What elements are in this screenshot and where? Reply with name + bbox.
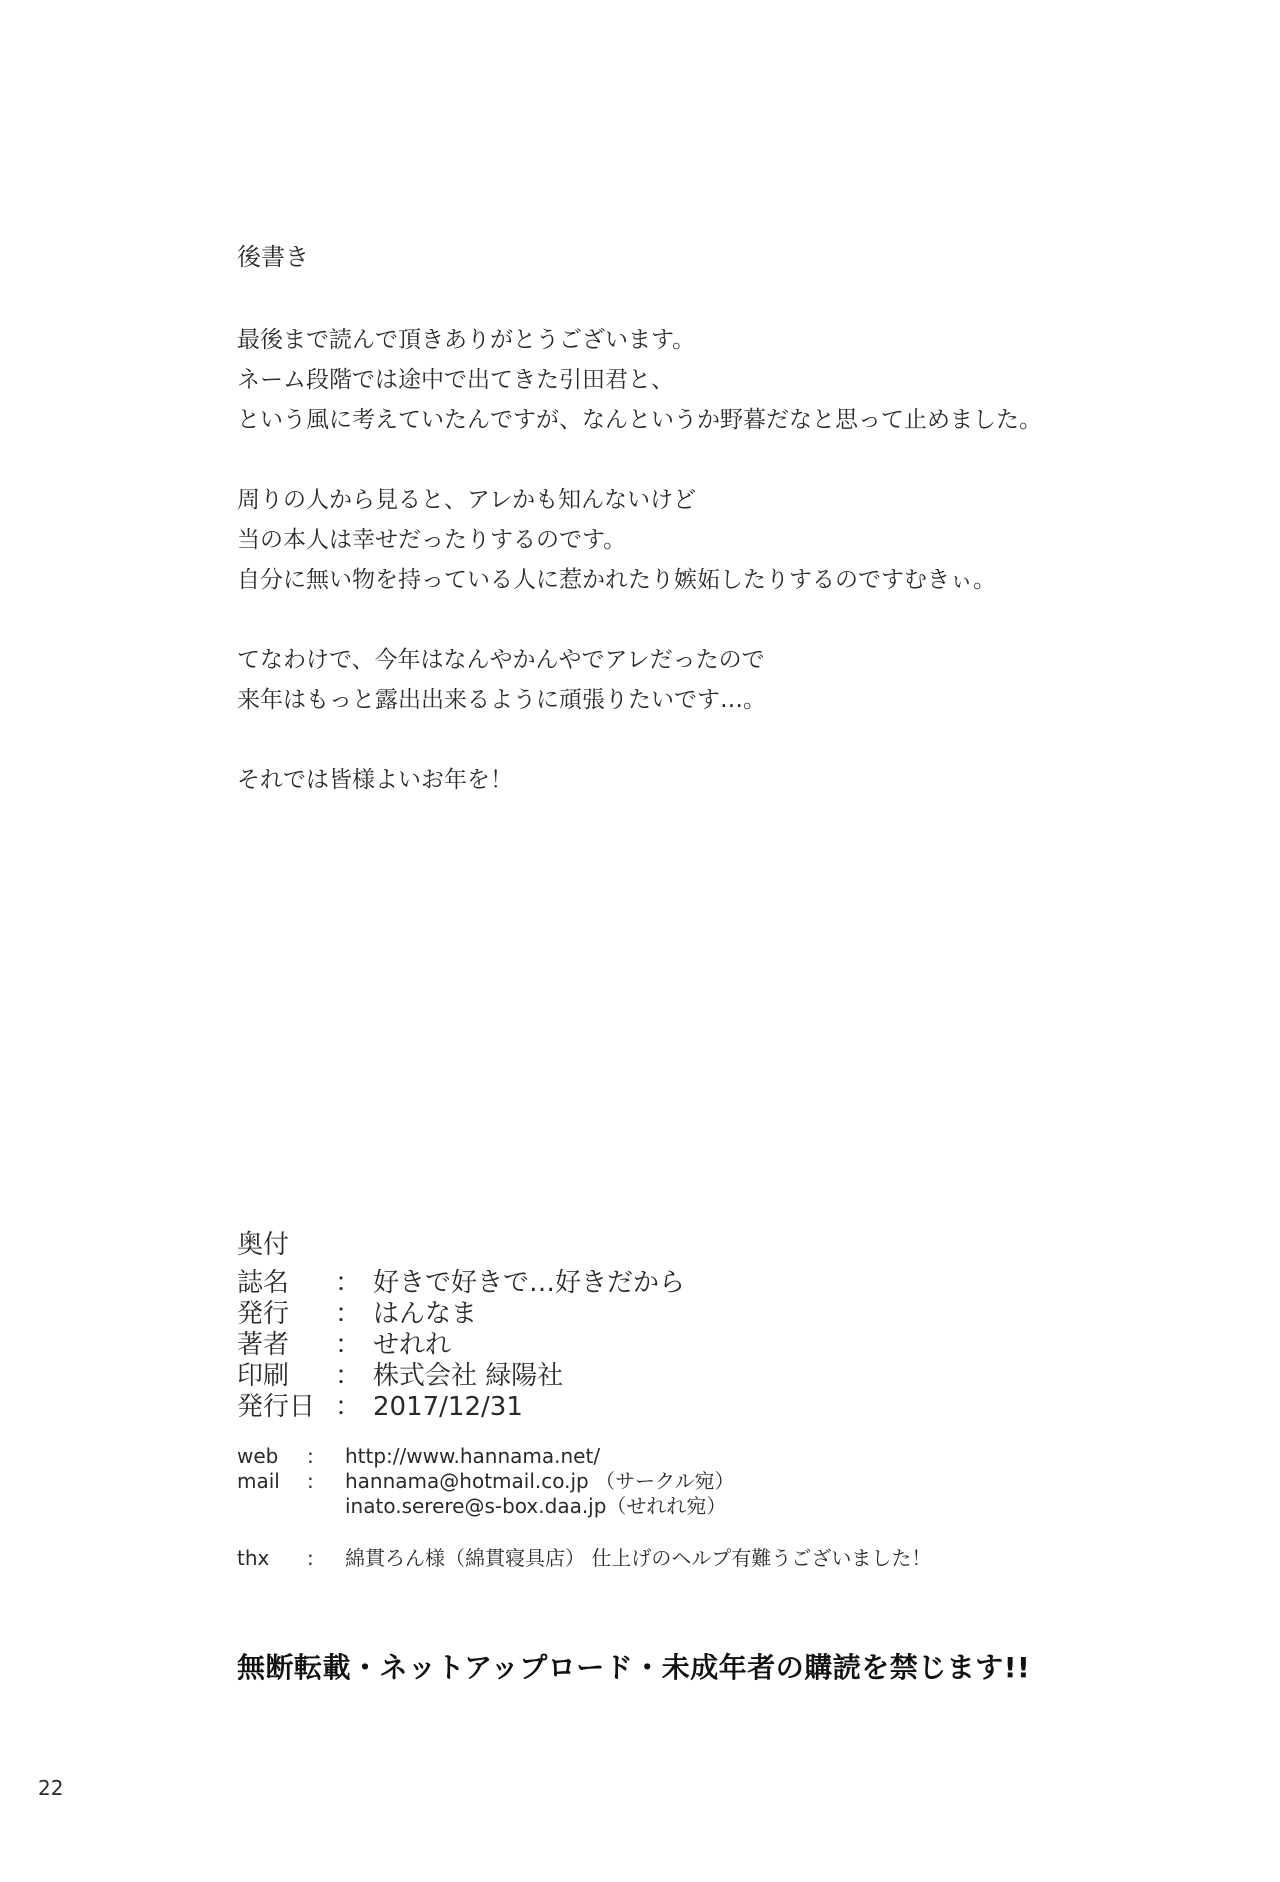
colophon-value: せれれ (373, 1330, 452, 1360)
page-number: 22 (38, 1776, 64, 1800)
afterword-line: という風に考えていたんですが、なんというか野暮だなと思って止めました。 (237, 407, 1042, 433)
afterword-section (237, 242, 1137, 793)
colophon-separator: ： (335, 1299, 362, 1329)
colophon-key: 印刷 (237, 1361, 290, 1391)
colophon-separator: ： (335, 1361, 362, 1391)
thanks-block (237, 1546, 945, 1571)
colophon-value: 株式会社 緑陽社 (373, 1361, 564, 1391)
colophon-heading: 奥付 (237, 1230, 290, 1260)
contact-separator: : (307, 1444, 314, 1468)
contact-row-web (237, 1444, 945, 1469)
afterword-line: それでは皆様よいお年を！ (237, 767, 513, 793)
contact-row-mail-2 (237, 1494, 945, 1519)
contact-separator: : (307, 1469, 314, 1493)
afterword-paragraph-3 (237, 640, 766, 720)
afterword-line: 周りの人から見ると、アレかも知んないけど (237, 487, 697, 513)
contact-block (237, 1444, 945, 1519)
afterword-line: ネーム段階では途中で出てきた引田君と、 (237, 367, 674, 393)
afterword-line: てなわけで、今年はなんやかんやでアレだったので (237, 647, 765, 673)
afterword-line: 来年はもっと露出出来るように頑張りたいです…。 (237, 687, 766, 713)
afterword-paragraph-2 (237, 480, 996, 600)
thanks-row (237, 1546, 945, 1571)
mail-link-author[interactable]: inato.serere@s-box.daa.jp（せれれ宛） (345, 1494, 727, 1518)
colophon-key: 発行日 (237, 1392, 316, 1422)
afterword-line: 最後まで読んで頂きありがとうございます。 (237, 327, 696, 353)
colophon-value: はんなま (373, 1299, 478, 1329)
colophon-row-date (237, 1392, 685, 1423)
colophon-row-author (237, 1330, 685, 1361)
colophon-key: 発行 (237, 1299, 290, 1329)
colophon-row-printer (237, 1361, 685, 1392)
prohibition-notice: 無断転載・ネットアップロード・未成年者の購読を禁じます!! (237, 1651, 1031, 1684)
mail-link-circle[interactable]: hannama@hotmail.co.jp （サークル宛） (345, 1469, 735, 1493)
afterword-heading: 後書き (237, 243, 309, 271)
colophon-section (237, 1228, 1137, 1570)
colophon-key: 著者 (237, 1330, 290, 1360)
colophon-separator: ： (335, 1330, 362, 1360)
web-link[interactable]: http://www.hannama.net/ (345, 1444, 601, 1468)
colophon-separator: ： (335, 1268, 362, 1298)
colophon-value: 好きで好きで…好きだから (373, 1268, 686, 1298)
colophon-key: 誌名 (237, 1268, 290, 1298)
thx-key: thx (237, 1546, 270, 1570)
colophon-row-publisher (237, 1299, 685, 1330)
mail-key: mail (237, 1469, 280, 1493)
thanks-separator: : (307, 1546, 314, 1570)
afterword-paragraph-4 (237, 760, 513, 800)
web-key: web (237, 1444, 279, 1468)
thx-value: 綿貫ろん様（綿貫寝具店） 仕上げのヘルプ有難うございました！ (345, 1546, 932, 1570)
colophon-row-title (237, 1268, 685, 1299)
colophon-separator: ： (335, 1392, 362, 1422)
afterword-paragraph-1 (237, 320, 1042, 440)
colophon-info-table (237, 1268, 685, 1423)
afterword-line: 当の本人は幸せだったりするのです。 (237, 527, 627, 553)
colophon-value: 2017/12/31 (373, 1392, 523, 1422)
contact-row-mail (237, 1469, 945, 1494)
afterword-line: 自分に無い物を持っている人に惹かれたり嫉妬したりするのですむきぃ。 (237, 567, 996, 593)
